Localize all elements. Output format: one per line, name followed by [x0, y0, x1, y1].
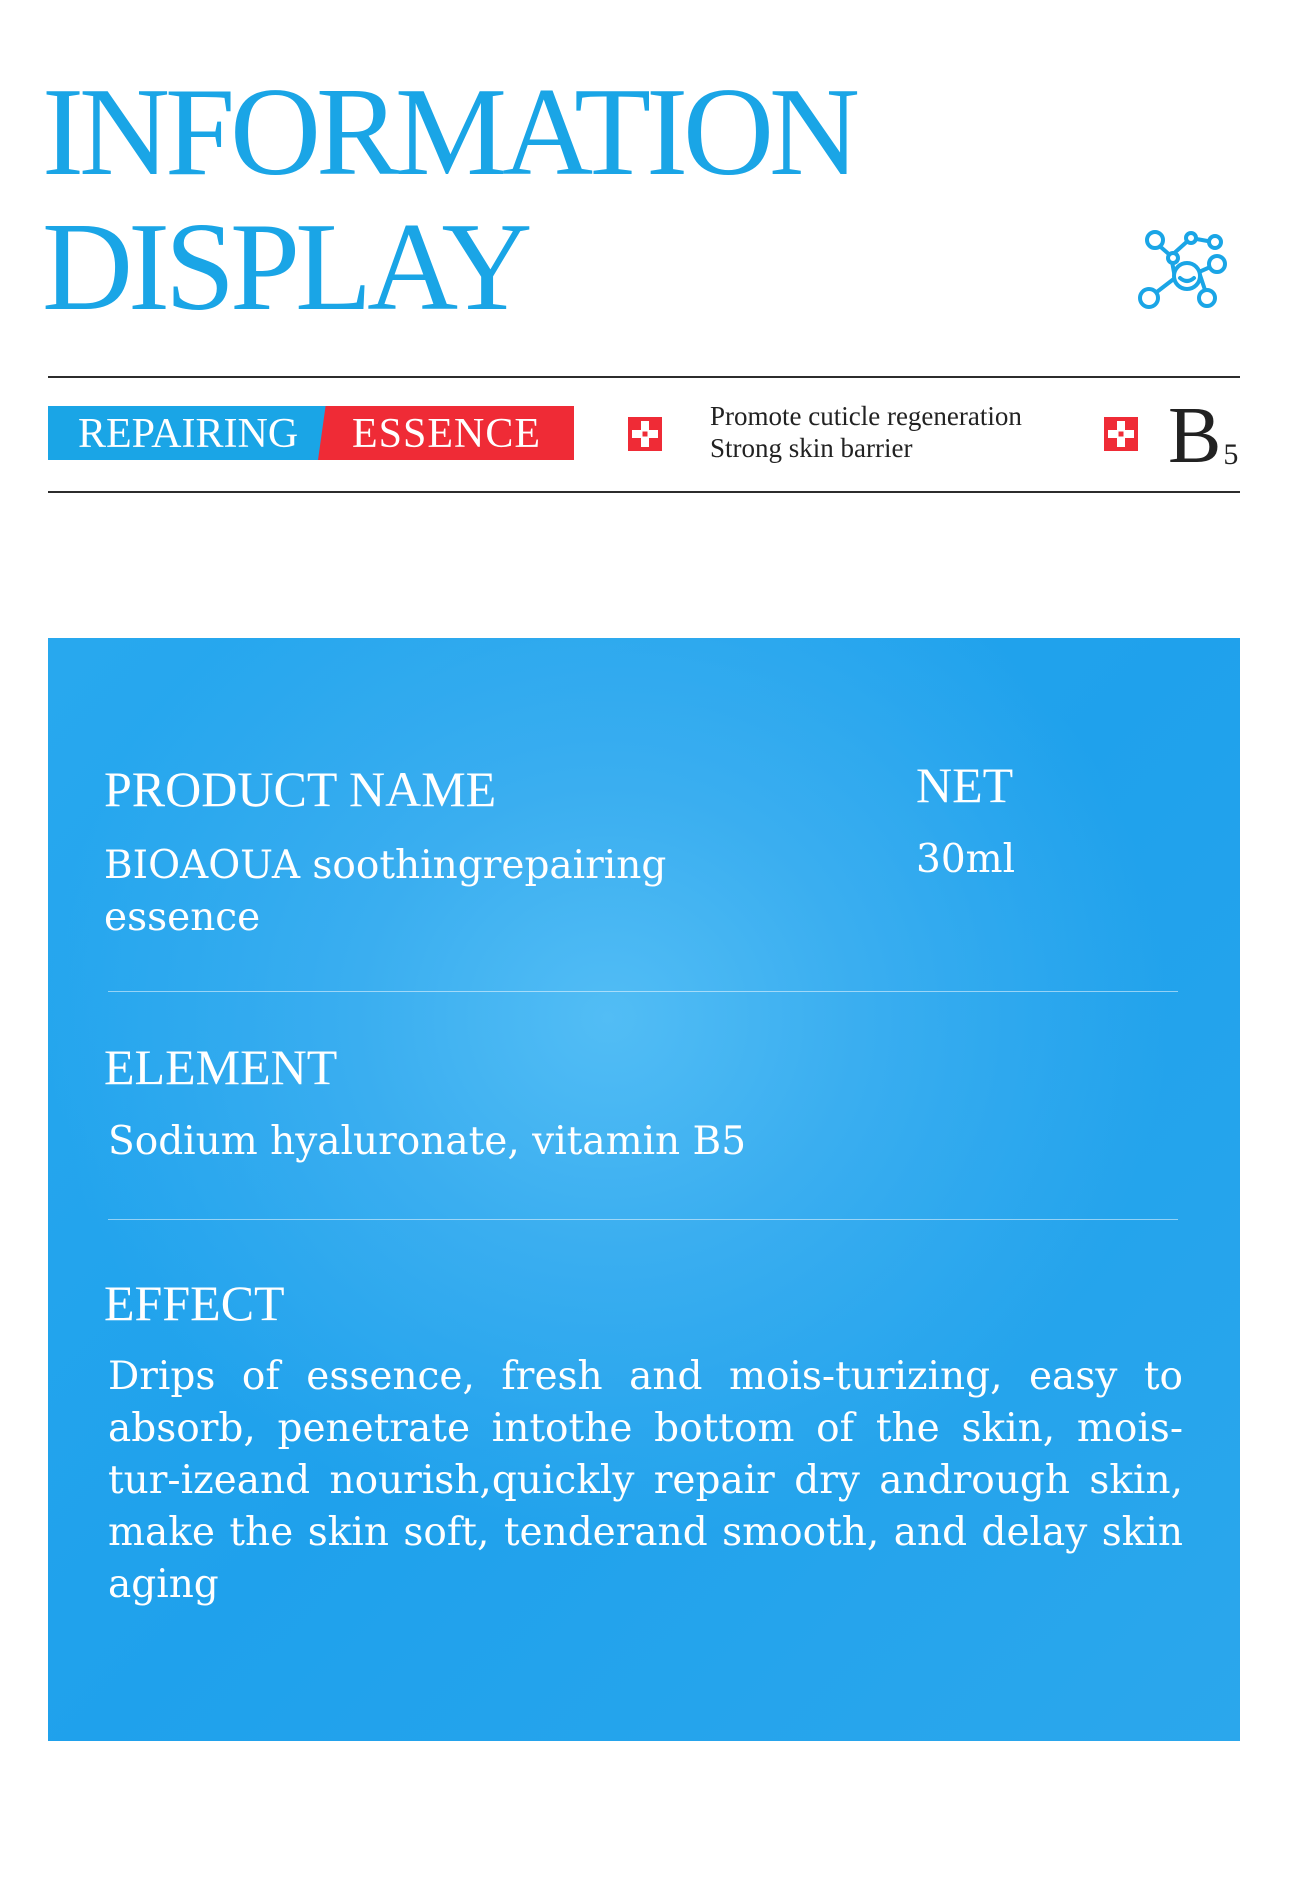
badge-subscript: 5: [1223, 438, 1239, 471]
page-title-line-1: INFORMATION: [42, 63, 856, 202]
tag-label-essence: ESSENCE: [352, 411, 542, 457]
badge-letter: B: [1168, 392, 1222, 480]
molecule-icon: [1135, 220, 1235, 320]
feature-list: [710, 400, 1022, 464]
panel-divider: [108, 991, 1178, 992]
cross-icon: [1104, 417, 1138, 451]
net-value: 30ml: [916, 837, 1016, 882]
element-label: ELEMENT: [104, 1039, 338, 1095]
panel-divider: [108, 1219, 1178, 1220]
product-info-panel: [48, 638, 1240, 1741]
top-divider: [48, 376, 1240, 378]
product-name-value: BIOAOUA soothingrepairing essence: [104, 843, 667, 940]
effect-label: EFFECT: [104, 1275, 285, 1331]
cross-icon: [628, 417, 662, 451]
bottom-divider: [48, 491, 1240, 493]
effect-value: Drips of essence, fresh and mois-turizing, easy to absorb, penetrate intothe bottom of the skin, mois-tur-izeand nourish,quickly repair dry andrough skin, make the skin soft, tenderand smooth, and delay skin aging: [108, 1354, 1183, 1607]
feature-item-2: Strong skin barrier: [710, 433, 913, 463]
vitamin-b5-badge: [1168, 392, 1239, 493]
product-type-tag: [48, 406, 574, 460]
page-title-line-2: DISPLAY: [42, 198, 528, 337]
element-value: Sodium hyaluronate, vitamin B5: [108, 1119, 747, 1164]
tag-label-repairing: REPAIRING: [78, 411, 299, 457]
product-name-label: PRODUCT NAME: [104, 761, 497, 817]
feature-item-1: Promote cuticle regeneration: [710, 401, 1022, 431]
net-label: NET: [916, 757, 1014, 813]
